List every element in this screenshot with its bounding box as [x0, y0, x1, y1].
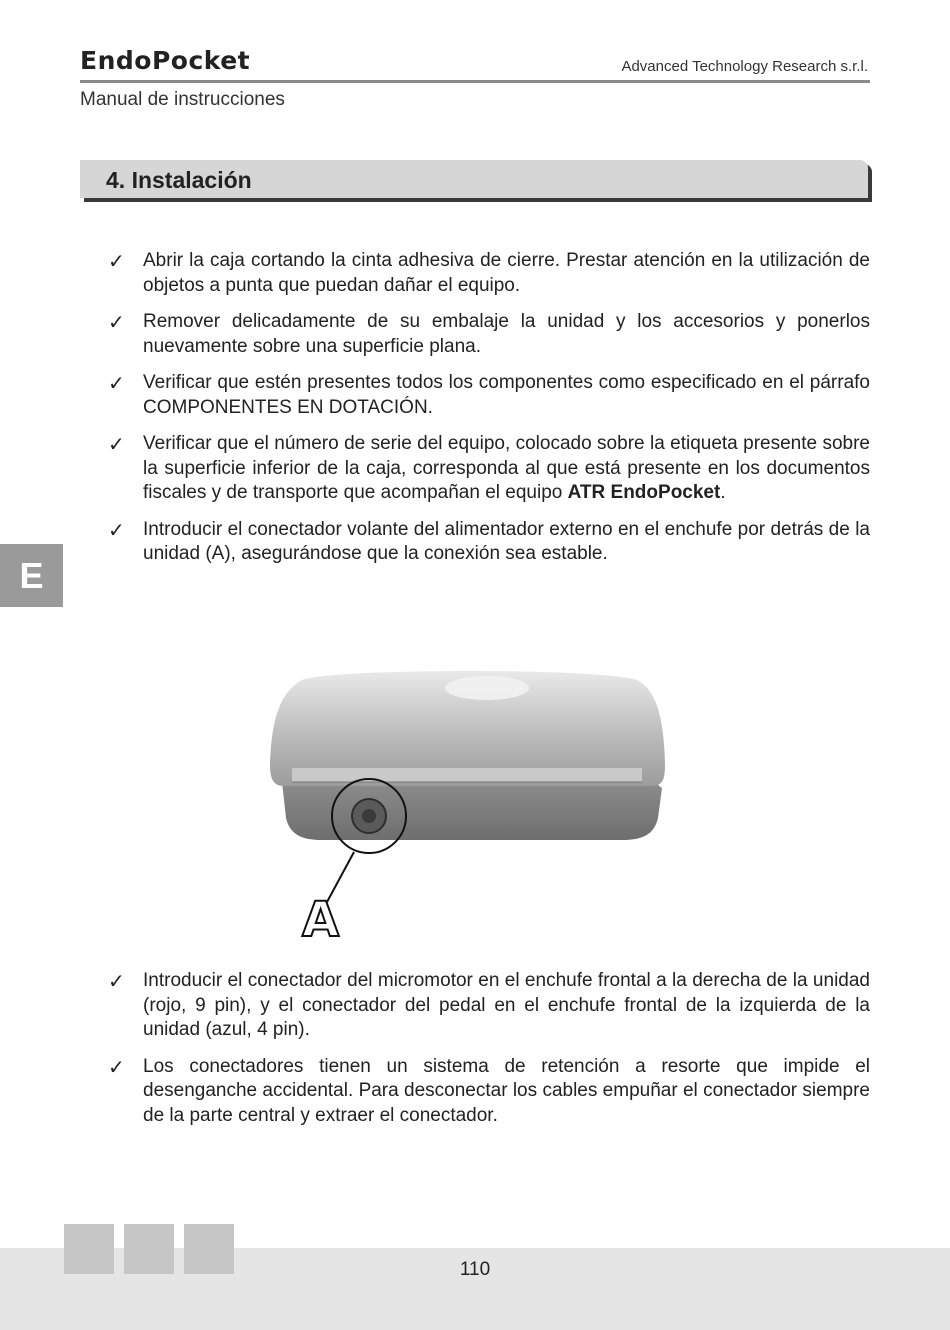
checkmark-icon: ✓ — [108, 371, 125, 395]
page-number: 110 — [459, 1259, 491, 1280]
device-body — [270, 671, 665, 840]
product-name-bold: ATR EndoPocket — [567, 482, 721, 503]
list-item — [108, 969, 870, 1043]
step-text: Introducir el conectador del micromotor en el enchufe frontal a la derecha de la unidad (rojo, 9 pin), y el conectador del pedal en el enchufe frontal de la izquierda de la unidad (azul, 4 pin). — [143, 970, 870, 1040]
checkmark-icon: ✓ — [108, 969, 125, 993]
step-text-tail: . — [720, 482, 726, 503]
checkmark-icon: ✓ — [108, 1054, 125, 1079]
header-divider — [80, 80, 870, 83]
installation-steps-list-continued — [108, 969, 870, 1140]
list-item — [108, 1055, 870, 1129]
document-subtitle: Manual de instrucciones — [80, 89, 285, 110]
list-item — [108, 249, 870, 298]
step-text: Abrir la caja cortando la cinta adhesiva de cierre. Prestar atención en la utilización de objetos a punta que puedan dañar el equipo. — [143, 250, 870, 296]
step-text: Verificar que el número de serie del equipo, colocado sobre la etiqueta presente sobre la superficie inferior de la caja, corresponda al que está presente en los documentos fiscales y de transporte que acompañan el equipo — [143, 433, 870, 503]
list-item — [108, 310, 870, 359]
brand-logo: EndoPocket — [80, 46, 251, 75]
list-item — [108, 432, 870, 506]
section-title: 4. Instalación — [106, 167, 252, 193]
list-item — [108, 371, 870, 420]
checkmark-icon: ✓ — [108, 310, 125, 334]
checkmark-icon: ✓ — [108, 432, 125, 456]
step-text: Remover delicadamente de su embalaje la unidad y los accesorios y ponerlos nuevamente sobre una superficie plana. — [143, 311, 870, 357]
checkmark-icon: ✓ — [108, 517, 125, 542]
company-name: Advanced Technology Research s.r.l. — [621, 58, 868, 75]
step-text: Los conectadores tienen un sistema de retención a resorte que impide el desenganche accidental. Para desconectar los cables empuñar el conectador siempre de la parte central y extraer el conectador. — [143, 1055, 870, 1126]
installation-steps-list — [108, 249, 870, 579]
device-rear-illustration — [262, 670, 682, 945]
checkmark-icon: ✓ — [108, 249, 125, 273]
step-text: Introducir el conectador volante del alimentador externo en el enchufe por detrás de la unidad (A), asegurándose que la conexión sea estable. — [143, 518, 870, 564]
language-tab: E — [0, 544, 63, 607]
callout-label: A — [302, 892, 340, 945]
list-item — [108, 518, 870, 567]
step-text: Verificar que estén presentes todos los componentes como especificado en el párrafo COMPONENTES EN DOTACIÓN. — [143, 372, 870, 418]
